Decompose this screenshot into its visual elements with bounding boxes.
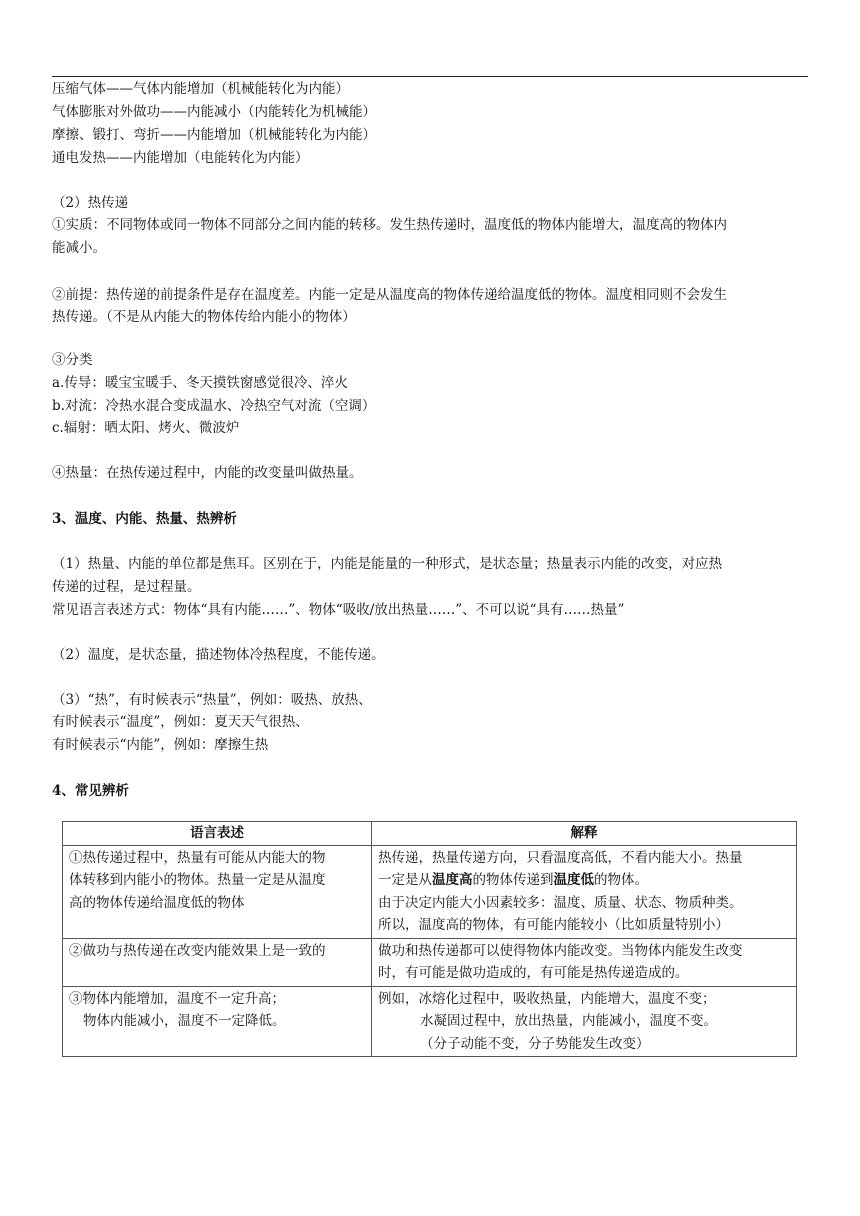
cell-text: 的物体传递到 (472, 872, 554, 888)
text-line: ③分类 (52, 352, 93, 368)
cell-text: 一定是从 (378, 872, 432, 888)
table-row (63, 938, 797, 986)
cell-line: 由于决定内能大小因素较多：温度、质量、状态、物质种类。 (378, 894, 743, 911)
section-heading: （2）热传递 (52, 195, 129, 211)
table-header-row (63, 822, 797, 846)
cell-line: 高的物体传递给温度低的物体 (69, 894, 245, 911)
table-cell (372, 986, 797, 1057)
text-line: 通电发热——内能增加（电能转化为内能） (52, 150, 309, 166)
text-line: 摩擦、锻打、弯折——内能增加（机械能转化为内能） (52, 127, 376, 143)
cell-line: ③物体内能增加，温度不一定升高； (69, 990, 285, 1007)
text-line: 气体膨胀对外做功——内能减小（内能转化为机械能） (52, 104, 376, 120)
table-cell (63, 845, 372, 938)
cell-line: 物体内能减小，温度不一定降低。 (83, 1013, 286, 1029)
text-line: （3）“热”，有时候表示“热量”，例如：吸热、放热、 (52, 692, 372, 708)
text-line: 能减小。 (52, 240, 106, 256)
cell-line: ①热传递过程中，热量有可能从内能大的物 (69, 849, 326, 866)
header-rule (52, 76, 808, 77)
text-line: 有时候表示“温度”，例如：夏天天气很热、 (52, 714, 309, 730)
cell-text: 的物体。 (594, 872, 648, 888)
text-line: 传递的过程，是过程量。 (52, 579, 201, 595)
table-cell (63, 986, 372, 1057)
text-line: a.传导：暖宝宝暖手、冬天摸铁窗感觉很冷、淬火 (52, 375, 348, 391)
table-header: 解释 (372, 822, 797, 846)
text-line: ①实质：不同物体或同一物体不同部分之间内能的转移。发生热传递时，温度低的物体内能增大，温度高的物体内 (52, 217, 727, 233)
table-cell (372, 845, 797, 938)
table-row (63, 986, 797, 1057)
section-heading: 3、温度、内能、热量、热辨析 (52, 511, 237, 527)
text-line: 压缩气体——气体内能增加（机械能转化为内能） (52, 81, 349, 97)
text-line: c.辐射：晒太阳、烤火、微波炉 (52, 420, 240, 436)
text-line: b.对流：冷热水混合变成温水、冷热空气对流（空调） (52, 398, 376, 414)
emphasis-text: 温度低 (553, 872, 594, 888)
text-line: 常见语言表述方式：物体“具有内能……”、物体“吸收/放出热量……”、不可以说“具有……热量” (52, 602, 625, 618)
cell-line: ②做功与热传递在改变内能效果上是一致的 (69, 942, 326, 959)
section-heading: 4、常见辨析 (52, 783, 129, 799)
text-line: 热传递。（不是从内能大的物体传给内能小的物体） (52, 309, 356, 325)
text-line: 有时候表示“内能”，例如：摩擦生热 (52, 737, 269, 753)
table-header: 语言表述 (63, 822, 372, 846)
cell-line: 热传递，热量传递方向，只看温度高低，不看内能大小。热量 (378, 849, 743, 866)
cell-line: 所以，温度高的物体，有可能内能较小（比如质量特别小） (378, 917, 729, 933)
text-line: ②前提：热传递的前提条件是存在温度差。内能一定是从温度高的物体传递给温度低的物体。温度相同则不会发生 (52, 287, 727, 303)
text-line: （2）温度，是状态量，描述物体冷热程度，不能传递。 (52, 647, 385, 663)
text-line: （1）热量、内能的单位都是焦耳。区别在于，内能是能量的一种形式，是状态量；热量表示内能的改变，对应热 (52, 556, 723, 572)
cell-line: 做功和热传递都可以使得物体内能改变。当物体内能发生改变 (378, 942, 743, 959)
text-line: ④热量：在热传递过程中，内能的改变量叫做热量。 (52, 465, 363, 481)
cell-line (378, 869, 790, 892)
cell-line: 时，有可能是做功造成的，有可能是热传递造成的。 (378, 965, 689, 981)
table-cell (372, 938, 797, 986)
comparison-table (62, 821, 797, 1057)
table-row (63, 845, 797, 938)
cell-line: 水凝固过程中，放出热量，内能减小，温度不变。 (420, 1013, 717, 1029)
cell-line: （分子动能不变，分子势能发生改变） (420, 1035, 650, 1052)
cell-line: 例如，冰熔化过程中，吸收热量，内能增大，温度不变； (378, 990, 716, 1007)
cell-line: 体转移到内能小的物体。热量一定是从温度 (69, 872, 326, 888)
table-cell (63, 938, 372, 986)
emphasis-text: 温度高 (432, 872, 473, 888)
